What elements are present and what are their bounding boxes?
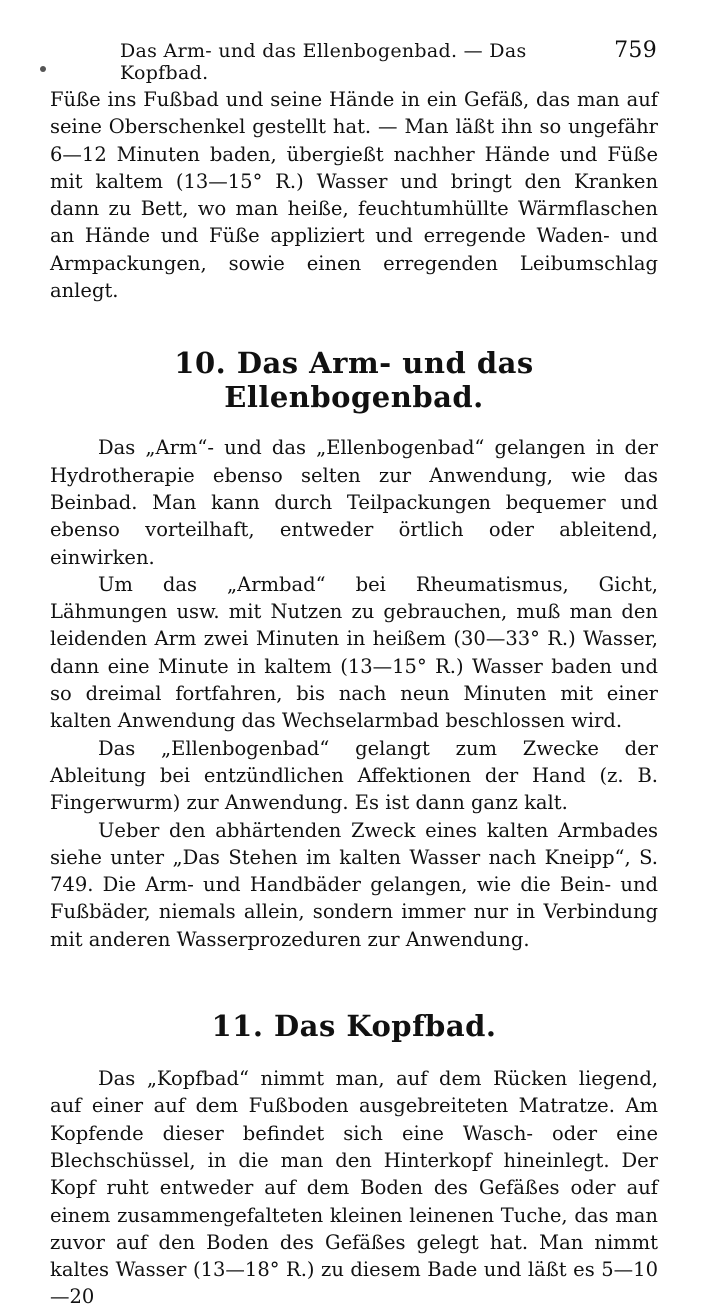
- paragraph-armbad: Um das „Armbad“ bei Rheumatismus, Gicht, Lähmungen usw. mit Nutzen zu gebrauchen, muß man den leidenden Arm zwei Minuten in heißem (30—33° R.) Wasser, dann eine Minute in kaltem (13—15° R.) Wasser baden und so dreimal fortfahren, bis nach neun Minuten mit einer kalten Anwendung das Wechselarmbad beschlossen wird.: [50, 572, 658, 733]
- running-head: [52, 38, 657, 84]
- section-heading-11: 11. Das Kopfbad.: [211, 1009, 497, 1044]
- paragraph-kopfbad: Das „Kopfbad“ nimmt man, auf dem Rücken liegend, auf einer auf dem Fußboden ausgebreiteten Matratze. Am Kopfende dieser befindet sich eine Wasch- oder eine Blechschüssel, in die man den Hinterkopf hineinlegt. Der Kopf ruht entweder auf dem Boden des Gefäßes oder auf einem zusammengefalteten kleinen leinenen Tuche, das man zuvor auf den Boden des Gefäßes gelegt hat. Man nimmt kaltes Wasser (13—18° R.) zu diesem Bade und läßt es 5—10—20: [50, 1067, 658, 1309]
- running-title: Das Arm- und das Ellenbogenbad. — Das Kopfbad.: [120, 40, 527, 84]
- paragraph-continued: Füße ins Fußbad und seine Hände in ein Gefäß, das man auf seine Oberschenkel gestellt hat. — Man läßt ihn so ungefähr 6—12 Minuten baden, übergießt nachher Hände und Füße mit kaltem (13—15° R.) Wasser und bringt den Kranken dann zu Bett, wo man heiße, feuchtumhüllte Wärmflaschen an Hände und Füße appliziert und erregende Waden- und Armpackungen, sowie einen erregenden Leibumschlag anlegt.: [50, 88, 658, 303]
- page-body: [50, 86, 658, 1311]
- section-heading-10: 10. Das Arm- und das Ellenbogenbad.: [174, 346, 534, 415]
- paragraph-arm-intro: Das „Arm“- und das „Ellenbogenbad“ gelangen in der Hydrotherapie ebenso selten zur Anwendung, wie das Beinbad. Man kann durch Teilpackungen bequemer und ebenso vorteilhaft, entweder örtlich oder ableitend, einwirken.: [50, 436, 658, 569]
- page-number: 759: [614, 38, 657, 63]
- paragraph-ellenbogenbad: Das „Ellenbogenbad“ gelangt zum Zwecke der Ableitung bei entzündlichen Affektionen der Hand (z. B. Fingerwurm) zur Anwendung. Es ist dann ganz kalt.: [50, 736, 658, 815]
- paragraph-abhaertung: Ueber den abhärtenden Zweck eines kalten Armbades siehe unter „Das Stehen im kalten Wasser nach Kneipp“, S. 749. Die Arm- und Handbäder gelangen, wie die Bein- und Fußbäder, niemals allein, sondern immer nur in Verbindung mit anderen Wasserprozeduren zur Anwendung.: [50, 818, 658, 951]
- print-speck: [40, 66, 46, 72]
